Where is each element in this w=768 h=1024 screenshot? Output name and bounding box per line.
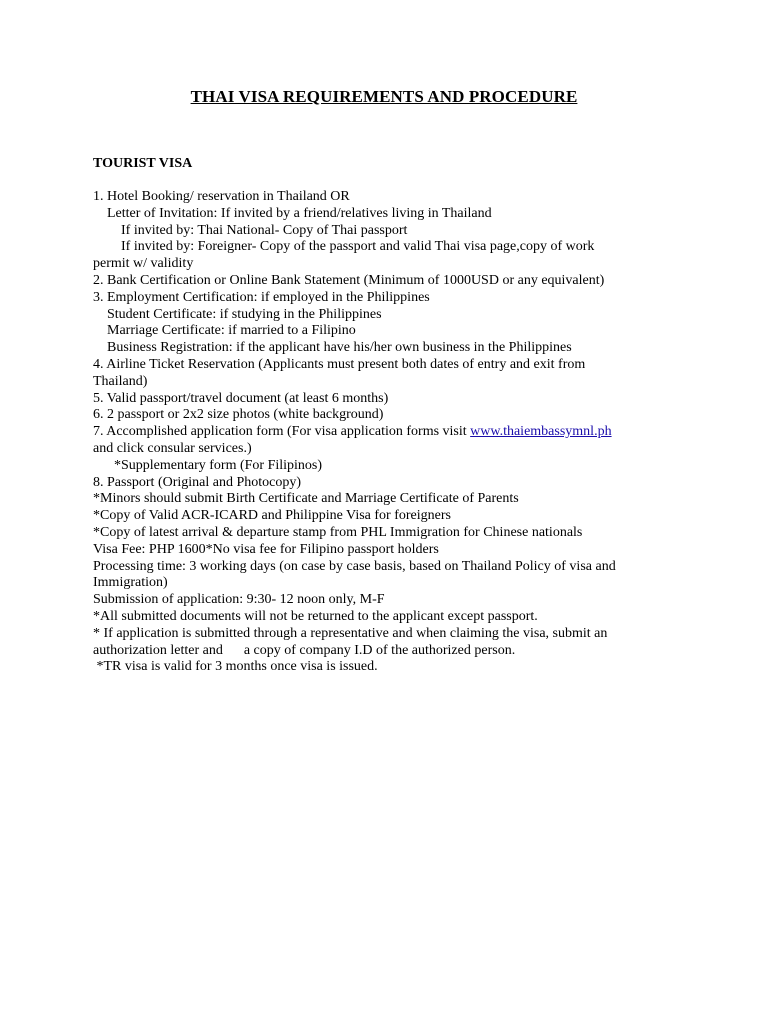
text-line: * If application is submitted through a representative and when claiming the visa, submit an (93, 625, 608, 641)
text-line: 1. Hotel Booking/ reservation in Thailand OR (93, 189, 350, 204)
text-line: Submission of application: 9:30- 12 noon only, M-F (93, 592, 385, 608)
section-heading-tourist-visa: TOURIST VISA (93, 156, 193, 171)
text-line: and click consular services.) (93, 440, 252, 456)
text-line: permit w/ validity (93, 256, 194, 272)
text-line: If invited by: Thai National- Copy of Thai passport (93, 222, 408, 238)
text-line: If invited by: Foreigner- Copy of the passport and valid Thai visa page,copy of work (93, 239, 595, 255)
text-line: authorization letter and a copy of company I.D of the authorized person. (93, 642, 516, 658)
page-title: THAI VISA REQUIREMENTS AND PROCEDURE (190, 87, 578, 106)
text-line: Student Certificate: if studying in the Philippines (93, 306, 382, 322)
text-line: Business Registration: if the applicant have his/her own business in the Philippines (93, 340, 572, 356)
text-line: *TR visa is valid for 3 months once visa is issued. (93, 659, 378, 675)
text-line-with-link (93, 424, 683, 441)
text-line: *Supplementary form (For Filipinos) (93, 457, 323, 473)
text-line-prefix: 7. Accomplished application form (For visa application forms visit (93, 424, 471, 440)
text-line: 8. Passport (Original and Photocopy) (93, 474, 302, 490)
text-line: 6. 2 passport or 2x2 size photos (white background) (93, 407, 384, 423)
text-line: Letter of Invitation: If invited by a friend/relatives living in Thailand (93, 205, 492, 221)
requirements-list (93, 189, 683, 676)
text-line: 5. Valid passport/travel document (at least 6 months) (93, 390, 389, 406)
text-line: *All submitted documents will not be returned to the applicant except passport. (93, 608, 538, 624)
text-line: Processing time: 3 working days (on case by case basis, based on Thailand Policy of visa and (93, 558, 616, 574)
text-line: *Copy of Valid ACR-ICARD and Philippine Visa for foreigners (93, 508, 451, 524)
text-line: 4. Airline Ticket Reservation (Applicants must present both dates of entry and exit from (93, 356, 586, 372)
text-line: *Copy of latest arrival & departure stamp from PHL Immigration for Chinese nationals (93, 524, 583, 540)
text-line: Visa Fee: PHP 1600*No visa fee for Filipino passport holders (93, 541, 439, 557)
text-line: Marriage Certificate: if married to a Filipino (93, 323, 356, 339)
embassy-website-link[interactable]: www.thaiembassymnl.ph (470, 424, 612, 440)
text-line: 2. Bank Certification or Online Bank Statement (Minimum of 1000USD or any equivalent) (93, 272, 605, 288)
text-line: *Minors should submit Birth Certificate and Marriage Certificate of Parents (93, 491, 519, 507)
text-line: Immigration) (93, 575, 168, 591)
text-line: 3. Employment Certification: if employed in the Philippines (93, 289, 430, 305)
text-line: Thailand) (93, 373, 148, 389)
